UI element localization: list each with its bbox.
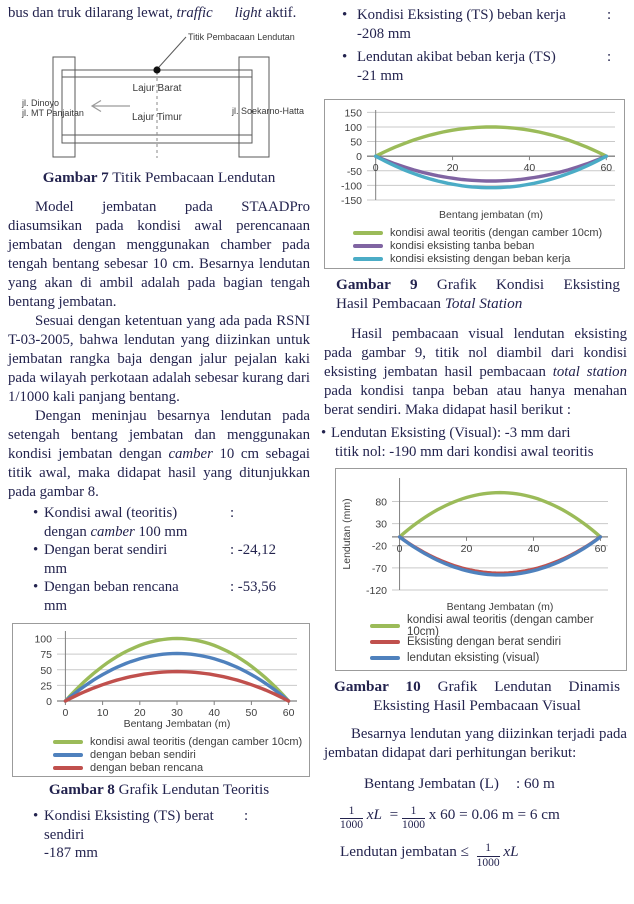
legend-swatch — [53, 740, 83, 744]
svg-text:60: 60 — [600, 162, 613, 175]
chart-legend — [13, 735, 309, 774]
svg-text:0: 0 — [46, 696, 52, 708]
list-item: • Kondisi Eksisting (TS) berat sendiri : -187 mm — [8, 807, 310, 863]
svg-text:10: 10 — [96, 707, 109, 719]
paragraph-hasil-visual: Hasil pembacaan visual lendutan eksisting pada gambar 9, titik nol diambil dari kondisi eksisting jembatan hasil pembacaan total station pada kondisi tanpa beban atau hanya menahan berat sendiri. Maka didapat hasil berikut : — [324, 326, 627, 418]
svg-text:-50: -50 — [346, 165, 362, 178]
svg-text:40: 40 — [527, 542, 540, 555]
legend-swatch — [53, 753, 83, 757]
figure-8-chart — [12, 623, 310, 777]
list-item: • Dengan beban rencana : -53,56 mm — [8, 578, 310, 615]
legend-swatch — [53, 766, 83, 770]
equation-deflection-limit: Lendutan jembatan ≤ $\frac{1}{1000}$ xL — [340, 842, 519, 869]
paragraph-model-jembatan: Model jembatan pada STAADPro diasumsikan pada kondisi awal perencanaan jembatan dengan menggunakan chamber pada tengah bentang sebesar 10 cm. Besarnya lendutan yang akan di ambil adalah pada bagian tengah bentang jembatan. — [8, 199, 310, 310]
leader-line — [159, 37, 186, 67]
left-bottom-bullet — [8, 807, 310, 863]
list-item: • Kondisi awal (teoritis) : dengan camber 100 mm — [8, 504, 310, 541]
left-column — [8, 0, 310, 863]
figure-9-chart — [324, 99, 625, 269]
right-column — [324, 0, 627, 870]
lane-west-label: Lajur Barat — [132, 83, 182, 94]
paragraph-rsni: Sesuai dengan ketentuan yang ada pada RSNI T-03-2005, bahwa lendutan yang diizinkan untuk jembatan rangka baja dengan jalur pejalan kaki pada wilayah perkotaan adalah sebesar kurang dari 1/1000 kali panjang bentang. — [8, 313, 310, 405]
paragraph-camber: Dengan meninjau besarnya lendutan pada setengah bentang jembatan dan menggunakan kondisi jembatan dengan camber 10 cm sebagai titik awal, maka didapat hasil yang ditunjukkan pada gambar 8. — [8, 408, 310, 500]
legend-item — [53, 748, 309, 761]
legend-label: kondisi awal teoritis (dengan camber 10cm) — [390, 226, 603, 239]
svg-text:100: 100 — [34, 633, 52, 646]
svg-text:30: 30 — [171, 707, 183, 719]
svg-text:150: 150 — [344, 107, 362, 120]
list-item: • Dengan berat sendiri : -24,12 mm — [8, 541, 310, 578]
chart-legend — [325, 226, 624, 265]
svg-text:-20: -20 — [371, 540, 387, 553]
equation-allowable-deflection: $\frac{1}{1000}$ xL = $\frac{1}{1000}$ x 60 = 0.06 m = 6 cm — [340, 805, 560, 832]
svg-text:-70: -70 — [371, 562, 387, 575]
figure-10-chart — [335, 468, 627, 671]
svg-text:30: 30 — [375, 518, 387, 531]
equation-span-length: Bentang Jembatan (L) : 60 m — [364, 775, 555, 792]
legend-item — [353, 226, 624, 239]
point-label: Titik Pembacaan Lendutan — [188, 32, 295, 42]
legend-label: kondisi eksisting dengan beban kerja — [390, 252, 571, 265]
svg-text:-150: -150 — [340, 195, 362, 207]
chart-plot-area — [13, 626, 309, 735]
legend-item — [353, 239, 624, 252]
road-left-label-1: jl. Dinoyo — [22, 98, 60, 108]
svg-text:100: 100 — [344, 121, 362, 134]
svg-text:20: 20 — [133, 707, 146, 719]
lane-east-label: Lajur Timur — [131, 112, 183, 123]
paragraph-perhitungan: Besarnya lendutan yang diizinkan terjadi pada jembatan didapat dari perhitungan berikut: — [324, 726, 627, 761]
right-bullet-list — [324, 6, 627, 85]
svg-text:Bentang Jembatan (m): Bentang Jembatan (m) — [123, 718, 231, 730]
legend-swatch — [370, 624, 400, 628]
bridge-diagram — [8, 25, 310, 160]
west-direction-arrow — [92, 101, 130, 112]
svg-text:75: 75 — [40, 649, 52, 662]
svg-text:Lendutan (mm): Lendutan (mm) — [341, 498, 353, 570]
svg-text:20: 20 — [446, 162, 459, 175]
legend-item — [53, 761, 309, 774]
legend-label: kondisi eksisting tanba beban — [390, 239, 535, 252]
svg-text:0: 0 — [356, 151, 362, 164]
list-item: • Kondisi Eksisting (TS) beban kerja : -208 mm — [324, 6, 627, 43]
figure-7 — [8, 25, 310, 187]
svg-text:25: 25 — [40, 680, 52, 693]
road-right-label: jl. Soekarno-Hatta — [232, 106, 305, 116]
figure-9-caption: Gambar 9 Grafik Kondisi Eksisting Hasil Pembacaan Total Station — [336, 276, 620, 312]
svg-text:60: 60 — [282, 707, 295, 719]
deflection-point-dot — [153, 66, 160, 73]
chart-plot-area — [325, 103, 624, 226]
svg-text:40: 40 — [523, 162, 536, 175]
svg-text:-100: -100 — [340, 180, 362, 193]
figure-8-caption: Gambar 8 Grafik Lendutan Teoritis — [48, 781, 270, 798]
legend-swatch — [370, 640, 400, 644]
legend-item — [53, 735, 309, 748]
legend-item — [370, 650, 626, 666]
svg-text:0: 0 — [372, 162, 379, 175]
svg-text:0: 0 — [62, 707, 69, 719]
legend-label: kondisi awal teoritis (dengan camber 10cm) — [90, 735, 303, 748]
visual-deflection-bullet: • Lendutan Eksisting (Visual): -3 mm dari titik nol: -190 mm dari kondisi awal teoritis — [318, 424, 627, 462]
chart-legend — [336, 614, 626, 666]
legend-swatch — [370, 656, 400, 660]
legend-label: Eksisting dengan berat sendiri — [407, 636, 562, 648]
list-item: • Lendutan akibat beban kerja (TS) : -21 mm — [324, 48, 627, 85]
legend-item — [353, 252, 624, 265]
figure-10-caption: Gambar 10 Grafik Lendutan Dinamis Eksisting Hasil Pembacaan Visual — [334, 678, 620, 714]
road-left-label-2: jl. MT Panjaitan — [22, 108, 84, 118]
svg-text:-120: -120 — [365, 585, 387, 597]
svg-text:Bentang jembatan (m): Bentang jembatan (m) — [439, 209, 543, 221]
legend-label: dengan beban sendiri — [90, 748, 196, 761]
lead-paragraph: bus dan truk dilarang lewat, traffic light aktif. — [8, 5, 297, 21]
legend-swatch — [353, 244, 383, 248]
svg-text:20: 20 — [460, 542, 473, 555]
svg-text:Bentang Jembatan (m): Bentang Jembatan (m) — [446, 601, 554, 613]
legend-swatch — [353, 257, 383, 261]
svg-text:60: 60 — [594, 542, 607, 555]
chart-plot-area — [336, 473, 626, 618]
legend-label: dengan beban rencana — [90, 761, 204, 774]
legend-label: kondisi awal teoritis (dengan camber 10cm) — [407, 614, 594, 638]
svg-text:0: 0 — [396, 542, 403, 555]
figure-7-caption: Gambar 7 Titik Pembacaan Lendutan — [42, 169, 276, 186]
svg-text:50: 50 — [245, 707, 258, 719]
legend-swatch — [353, 231, 383, 235]
svg-text:50: 50 — [350, 136, 362, 149]
svg-text:50: 50 — [40, 664, 52, 677]
legend-item — [370, 614, 626, 638]
legend-label: lendutan eksisting (visual) — [407, 652, 540, 664]
left-bullet-list — [8, 504, 310, 615]
svg-text:40: 40 — [208, 707, 221, 719]
svg-text:80: 80 — [375, 496, 387, 509]
